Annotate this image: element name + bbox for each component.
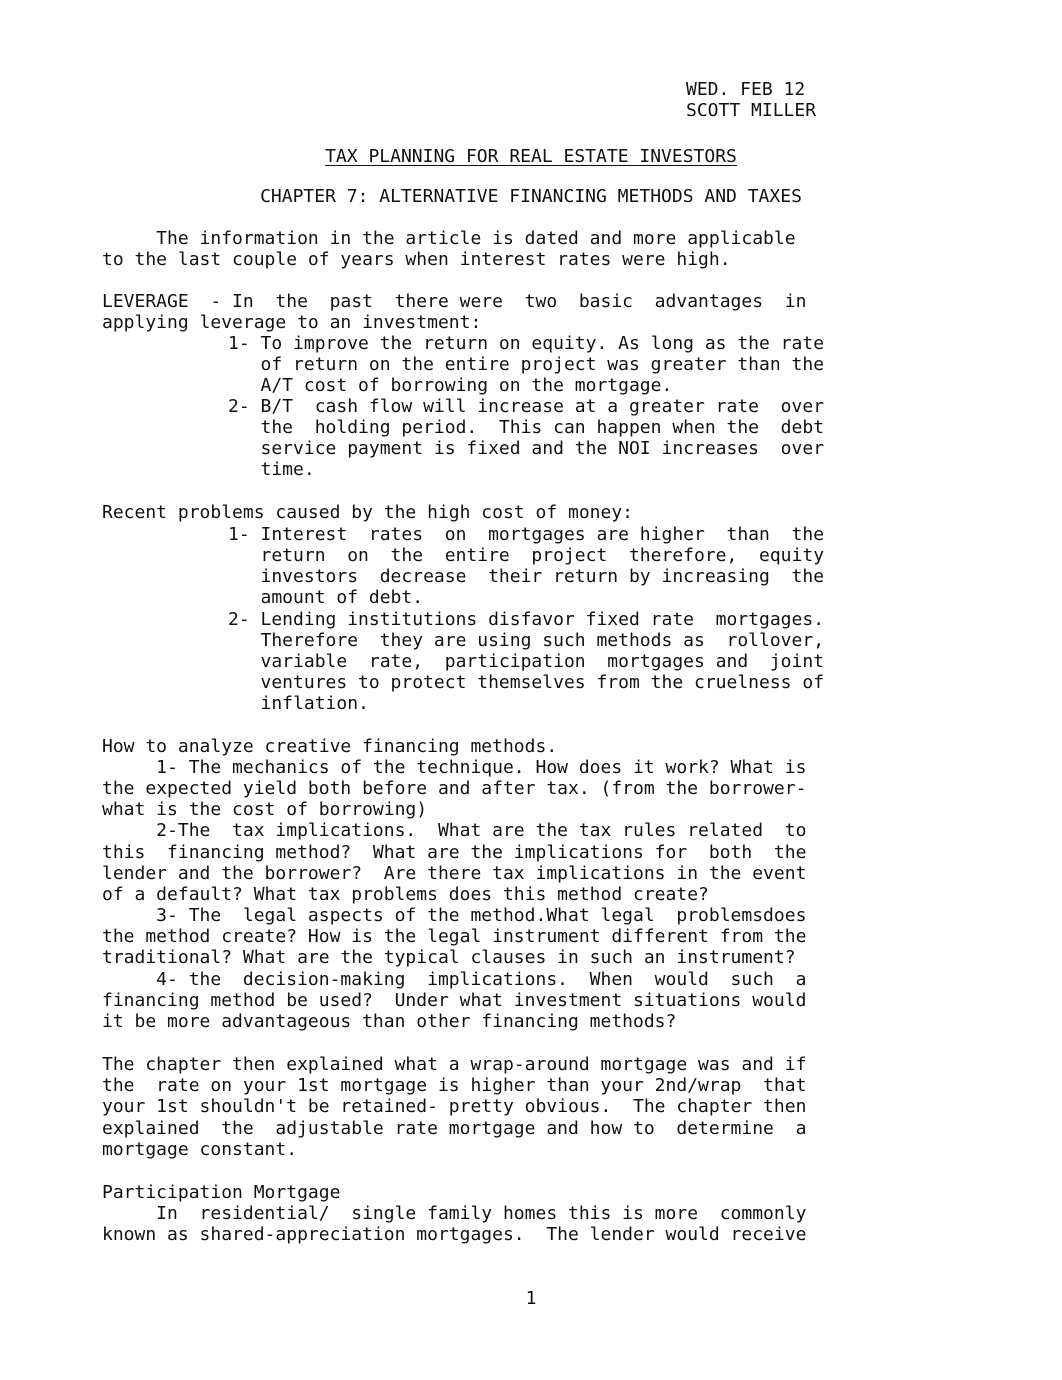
leverage-item-2-line: 2- B/T cash flow will increase at a greater rate over <box>228 396 825 417</box>
leverage-line: applying leverage to an investment: <box>102 312 482 333</box>
problems-item-2-line: variable rate, participation mortgages and joint <box>228 651 825 672</box>
problems-item-1-line: 1- Interest rates on mortgages are higher than the <box>228 524 825 545</box>
analyze-heading: How to analyze creative financing methods. <box>102 736 558 757</box>
analyze-line: the method create? How is the legal instrument different from the <box>102 926 807 947</box>
chapter-heading: CHAPTER 7: ALTERNATIVE FINANCING METHODS AND TAXES <box>260 186 802 207</box>
analyze-line: 4- the decision-making implications. When would such a <box>102 969 807 990</box>
analyze-line: it be more advantageous than other financing methods? <box>102 1011 677 1032</box>
document-title-text: TAX PLANNING FOR REAL ESTATE INVESTORS <box>325 146 737 167</box>
analyze-line: what is the cost of borrowing) <box>102 799 428 820</box>
intro-line: The information in the article is dated and more applicable <box>102 228 796 249</box>
wrap-line: your 1st shouldn't be retained- pretty obvious. The chapter then <box>102 1096 807 1117</box>
leverage-item-1-line: A/T cost of borrowing on the mortgage. <box>228 375 673 396</box>
problems-item-1-line: amount of debt. <box>228 587 424 608</box>
header-author: SCOTT MILLER <box>686 100 817 121</box>
analyze-line: 1- The mechanics of the technique. How does it work? What is <box>102 757 807 778</box>
problems-item-2-line: Therefore they are using such methods as rollover, <box>228 630 825 651</box>
intro-line: to the last couple of years when interest rates were high. <box>102 249 731 270</box>
leverage-item-2-line: time. <box>228 459 315 480</box>
leverage-item-1-line: 1- To improve the return on equity. As long as the rate <box>228 333 825 354</box>
leverage-item-2-line: service payment is fixed and the NOI increases over <box>228 438 825 459</box>
header-date: WED. FEB 12 <box>686 79 806 100</box>
problems-heading: Recent problems caused by the high cost of money: <box>102 502 634 523</box>
wrap-line: explained the adjustable rate mortgage and how to determine a <box>102 1118 807 1139</box>
problems-item-2-line: ventures to protect themselves from the cruelness of <box>228 672 825 693</box>
analyze-line: traditional? What are the typical clauses in such an instrument? <box>102 947 796 968</box>
participation-heading: Participation Mortgage <box>102 1182 341 1203</box>
problems-item-1-line: investors decrease their return by increasing the <box>228 566 825 587</box>
problems-item-2-line: 2- Lending institutions disfavor fixed rate mortgages. <box>228 609 825 630</box>
page-number: 1 <box>525 1288 537 1309</box>
analyze-line: this financing method? What are the implications for both the <box>102 842 807 863</box>
participation-line: known as shared-appreciation mortgages. The lender would receive <box>102 1224 807 1245</box>
problems-item-1-line: return on the entire project therefore, equity <box>228 545 825 566</box>
analyze-line: 3- The legal aspects of the method.What legal problemsdoes <box>102 905 807 926</box>
wrap-line: the rate on your 1st mortgage is higher than your 2nd/wrap that <box>102 1075 807 1096</box>
analyze-line: financing method be used? Under what investment situations would <box>102 990 807 1011</box>
wrap-line: mortgage constant. <box>102 1139 298 1160</box>
analyze-line: lender and the borrower? Are there tax implications in the event <box>102 863 807 884</box>
analyze-line: the expected yield both before and after tax. (from the borrower- <box>102 778 807 799</box>
analyze-line: 2-The tax implications. What are the tax rules related to <box>102 820 807 841</box>
leverage-line: LEVERAGE - In the past there were two basic advantages in <box>102 291 807 312</box>
document-title <box>0 146 1062 167</box>
leverage-item-2-line: the holding period. This can happen when the debt <box>228 417 825 438</box>
problems-item-2-line: inflation. <box>228 693 369 714</box>
participation-line: In residential/ single family homes this is more commonly <box>102 1203 807 1224</box>
wrap-line: The chapter then explained what a wrap-around mortgage was and if <box>102 1054 807 1075</box>
analyze-line: of a default? What tax problems does this method create? <box>102 884 709 905</box>
leverage-item-1-line: of return on the entire project was greater than the <box>228 354 825 375</box>
